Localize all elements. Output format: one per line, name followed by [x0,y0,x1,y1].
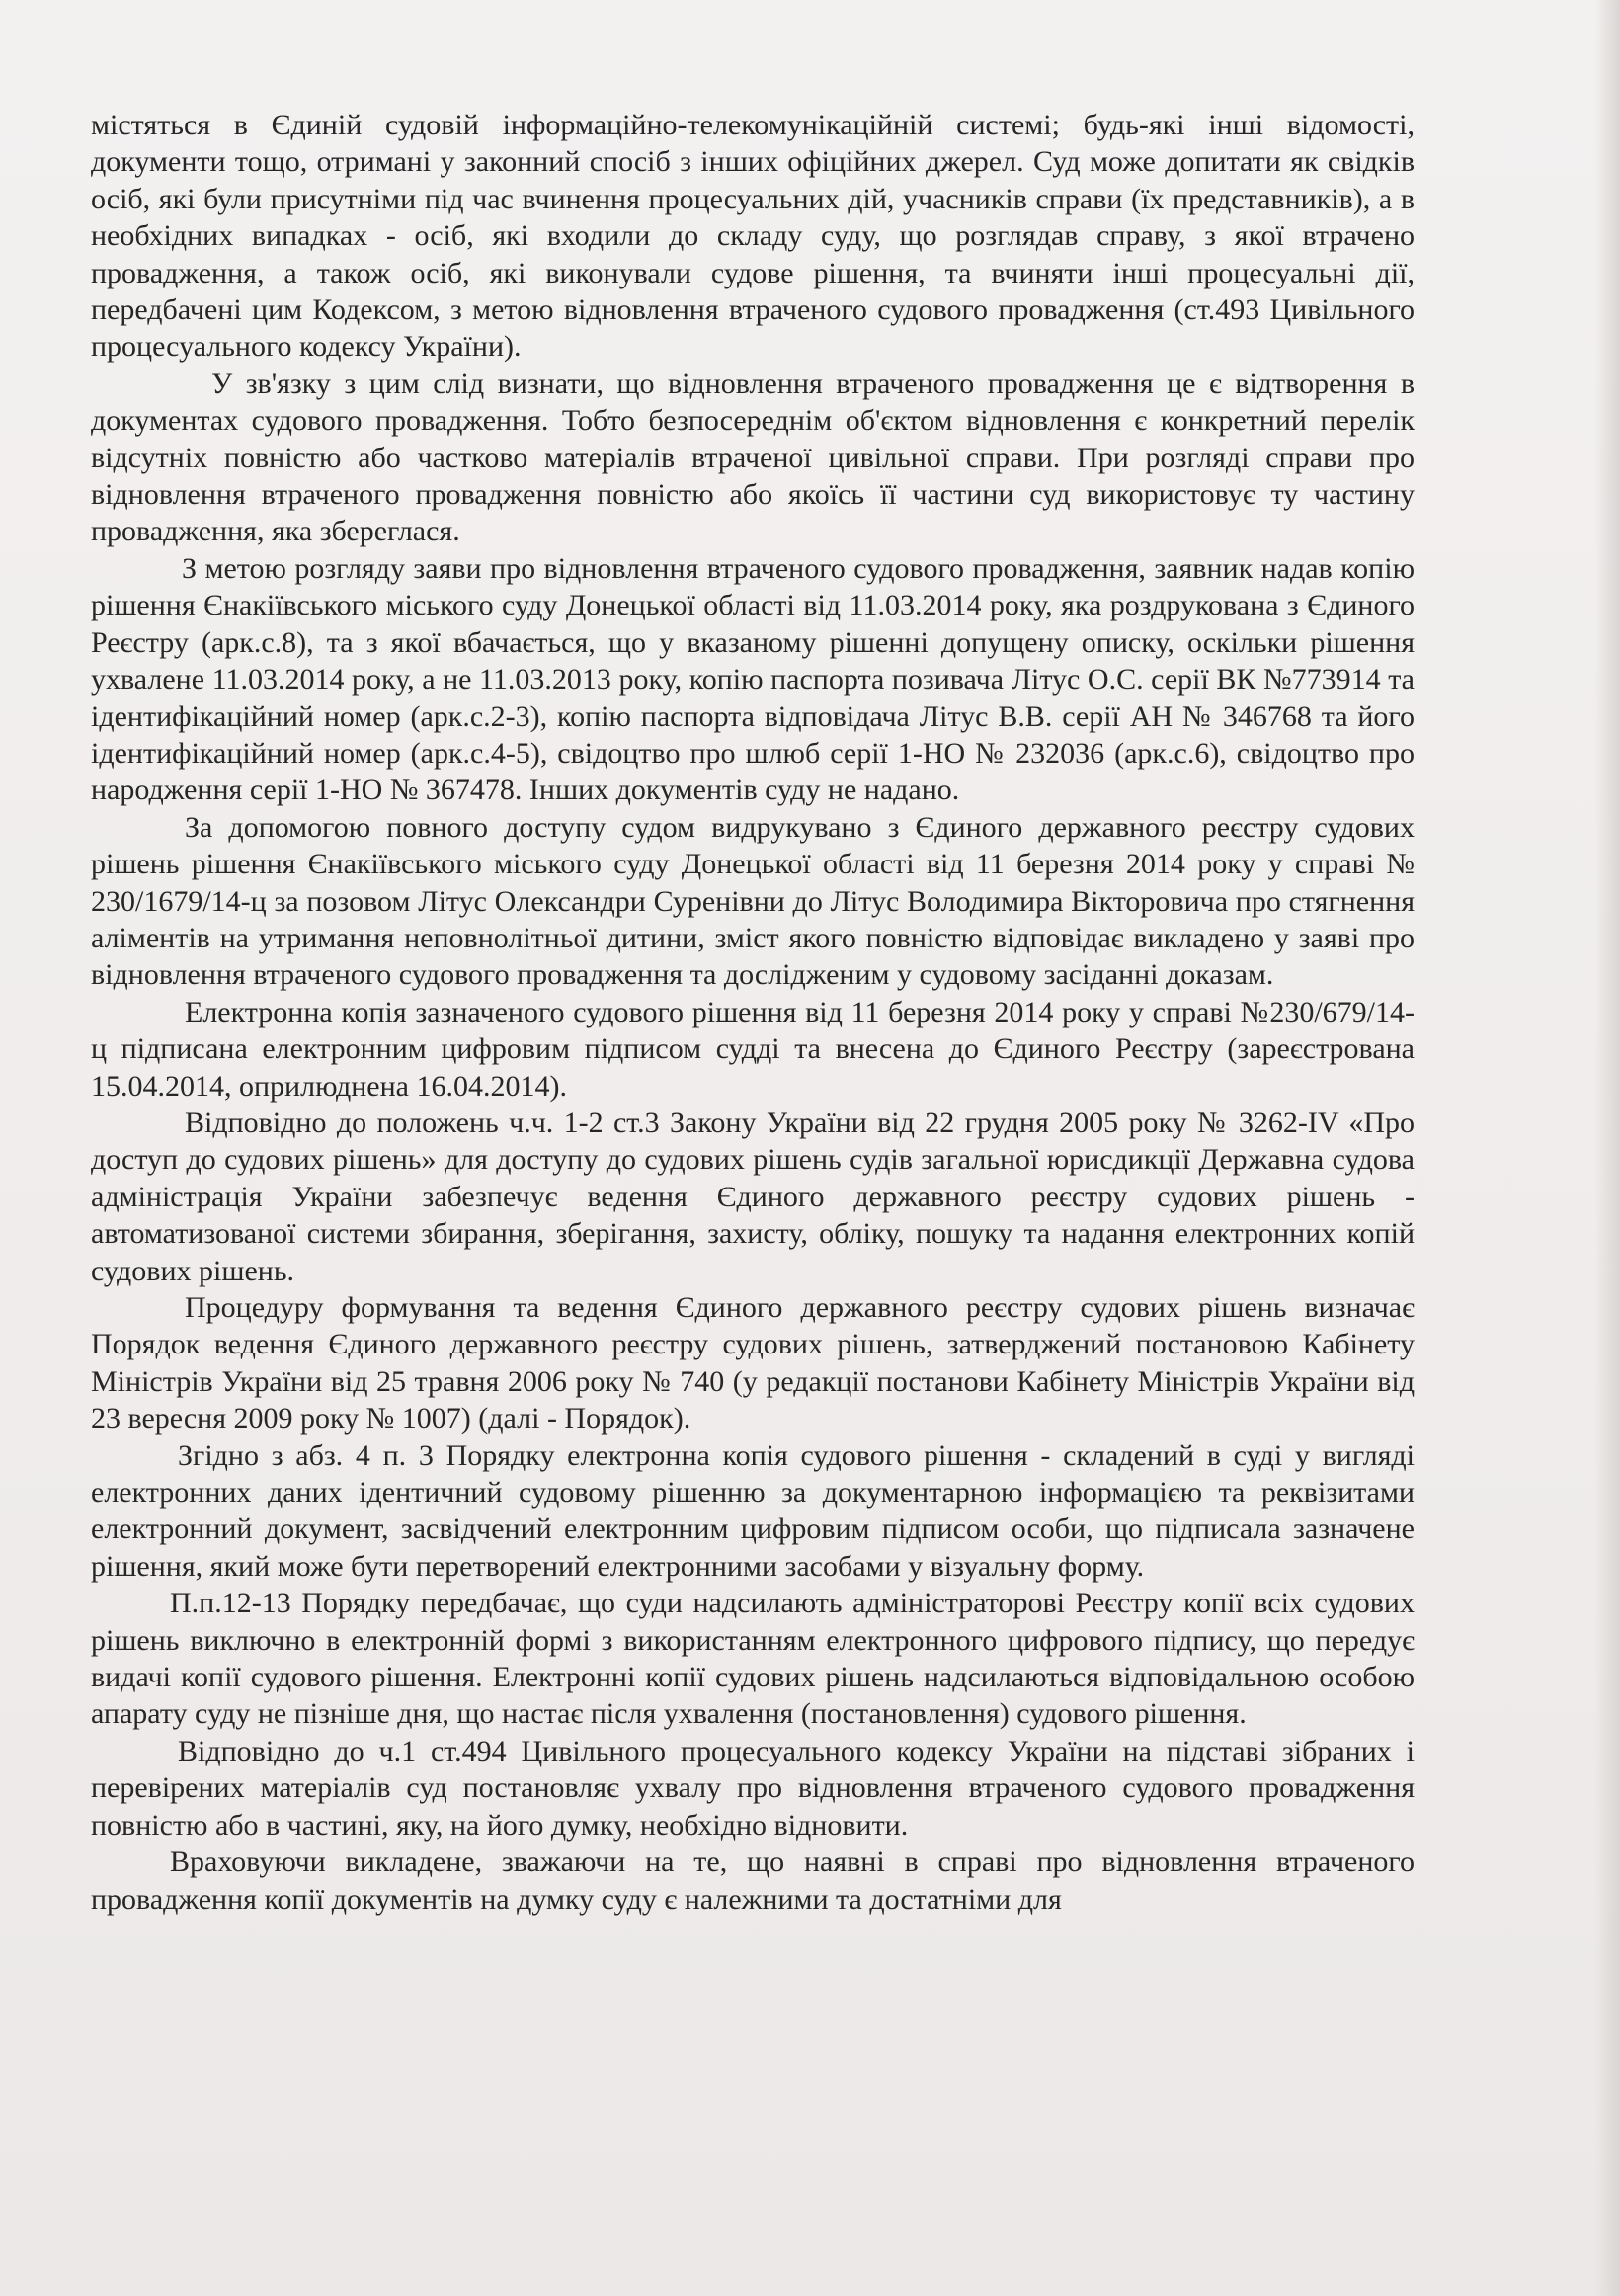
document-body [91,107,1415,1918]
page-edge-shadow [1594,0,1620,2296]
paragraph-8: Згідно з абз. 4 п. 3 Порядку електронна копія судового рішення - складений в суді у вигляді електронних даних ідентичний судовому рішенню за документарною інформацією та реквізитами електронний документ, засвідчений електронним цифровим підписом особи, що підписала зазначене рішення, який може бути перетворений електронними засобами у візуальну форму. [91,1438,1415,1583]
paragraph-2: У зв'язку з цим слід визнати, що відновлення втраченого провадження це є відтворення в документах судового провадження. Тобто безпосереднім об'єктом відновлення є конкретний перелік відсутніх повністю або частково матеріалів втраченої цивільної справи. При розгляді справи про відновлення втраченого провадження повністю або якоїсь її частини суд використовує ту частину провадження, яка збереглася. [91,367,1415,548]
paragraph-7: Процедуру формування та ведення Єдиного державного реєстру судових рішень визначає Порядок ведення Єдиного державного реєстру судових рішень, затверджений постановою Кабінету Міністрів України від 25 травня 2006 року № 740 (у редакції постанови Кабінету Міністрів України від 23 вересня 2009 року № 1007) (далі - Порядок). [91,1291,1415,1435]
paragraph-3: З метою розгляду заяви про відновлення втраченого судового провадження, заявник надав копію рішення Єнакіївського міського суду Донецької області від 11.03.2014 року, яка роздрукована з Єдиного Реєстру (арк.с.8), та з якої вбачається, що у вказаному рішенні допущену описку, оскільки рішення ухвалене 11.03.2014 року, а не 11.03.2013 року, копію паспорта позивача Літус О.С. серії ВК №773914 та ідентифікаційний номер (арк.с.2-3), копію паспорта відповідача Літус В.В. серії АН № 346768 та його ідентифікаційний номер (арк.с.4-5), свідоцтво про шлюб серії 1-НО № 232036 (арк.с.6), свідоцтво про народження серії 1-НО № 367478. Інших документів суду не надано. [91,551,1415,807]
paragraph-10: Відповідно до ч.1 ст.494 Цивільного процесуального кодексу України на підставі зібраних і перевірених матеріалів суд постановляє ухвалу про відновлення втраченого судового провадження повністю або в частині, яку, на його думку, необхідно відновити. [91,1734,1415,1842]
paragraph-9: П.п.12-13 Порядку передбачає, що суди надсилають адміністраторові Реєстру копії всіх судових рішень виключно в електронній формі з використанням електронного цифрового підпису, що передує видачі копії судового рішення. Електронні копії судових рішень надсилаються відповідальною особою апарату суду не пізніше дня, що настає після ухвалення (постановлення) судового рішення. [91,1587,1415,1731]
paragraph-1: містяться в Єдиній судовій інформаційно-телекомунікаційній системі; будь-які інші відомості, документи тощо, отримані у законний спосіб з інших офіційних джерел. Суд може допитати як свідків осіб, які були присутніми під час вчинення процесуальних дій, учасників справи (їх представників), а в необхідних випадках - осіб, які входили до складу суду, що розглядав справу, з якої втрачено провадження, а також осіб, які виконували судове рішення, та вчиняти інші процесуальні дії, передбачені цим Кодексом, з метою відновлення втраченого судового провадження (ст.493 Цивільного процесуального кодексу України). [91,109,1415,364]
paragraph-11: Враховуючи викладене, зважаючи на те, що наявні в справі про відновлення втраченого провадження копії документів на думку суду є належними та достатніми для [91,1845,1415,1916]
paragraph-6: Відповідно до положень ч.ч. 1-2 ст.3 Закону України від 22 грудня 2005 року № 3262-IV «Про доступ до судових рішень» для доступу до судових рішень судів загальної юрисдикції Державна судова адміністрація України забезпечує ведення Єдиного державного реєстру судових рішень - автоматизованої системи збирання, зберігання, захисту, обліку, пошуку та надання електронних копій судових рішень. [91,1106,1415,1287]
paragraph-5: Електронна копія зазначеного судового рішення від 11 березня 2014 року у справі №230/679/14-ц підписана електронним цифровим підписом судді та внесена до Єдиного Реєстру (зареєстрована 15.04.2014, оприлюднена 16.04.2014). [91,995,1415,1103]
paragraph-4: За допомогою повного доступу судом видрукувано з Єдиного державного реєстру судових рішень рішення Єнакіївського міського суду Донецької області від 11 березня 2014 року у справі № 230/1679/14-ц за позовом Літус Олександри Суренівни до Літус Володимира Вікторовича про стягнення аліментів на утримання неповнолітньої дитини, зміст якого повністю відповідає викладено у заяві про відновлення втраченого судового провадження та дослідженим у судовому засіданні доказам. [91,810,1415,992]
